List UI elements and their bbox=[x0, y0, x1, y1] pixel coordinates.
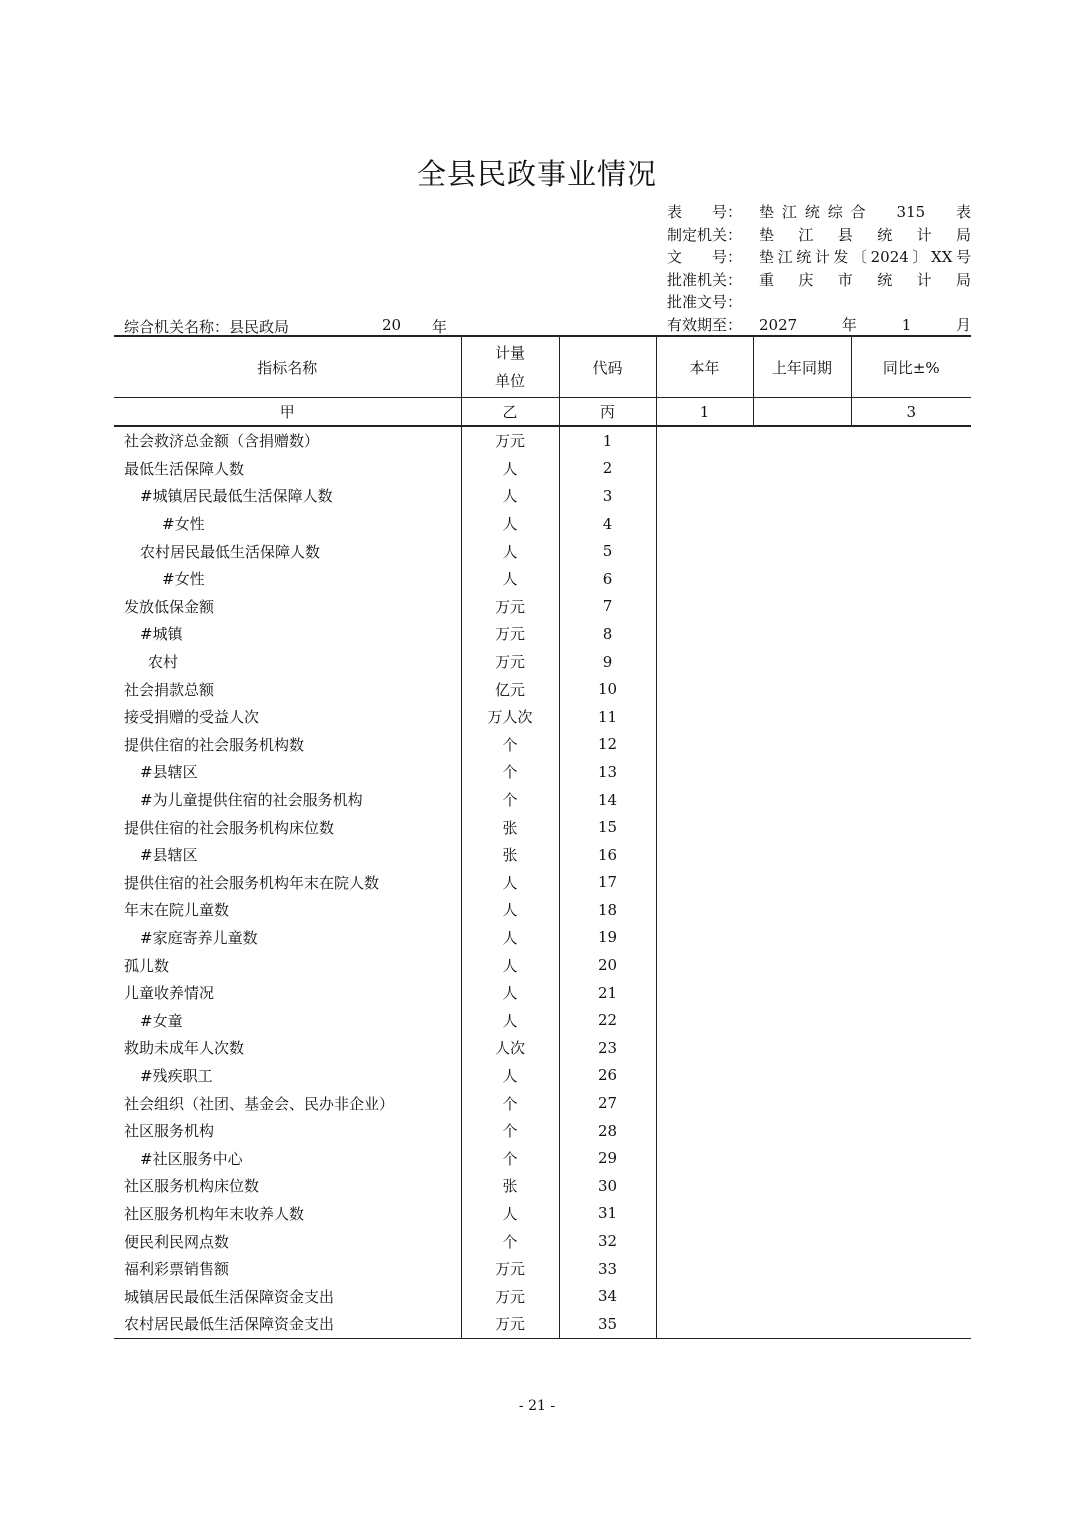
row-unit: 万元 bbox=[461, 1310, 559, 1338]
row-unit: 万元 bbox=[461, 593, 559, 621]
table-row bbox=[114, 786, 971, 814]
table-row bbox=[114, 896, 971, 924]
row-name: 提供住宿的社会服务机构数 bbox=[124, 735, 305, 754]
row-yoy-cell bbox=[851, 786, 971, 814]
row-unit: 人 bbox=[461, 537, 559, 565]
row-name: 孤儿数 bbox=[124, 956, 170, 975]
row-this-year-cell bbox=[656, 1227, 753, 1255]
row-code: 16 bbox=[559, 841, 656, 869]
row-code: 12 bbox=[559, 731, 656, 759]
row-yoy-cell bbox=[851, 813, 971, 841]
row-name: 儿童收养情况 bbox=[124, 984, 215, 1003]
row-last-year-cell bbox=[753, 1034, 851, 1062]
row-unit: 人 bbox=[461, 1200, 559, 1228]
row-this-year-cell bbox=[656, 703, 753, 731]
row-code: 31 bbox=[559, 1200, 656, 1228]
row-yoy-cell bbox=[851, 648, 971, 676]
row-yoy-cell bbox=[851, 1255, 971, 1283]
row-last-year-cell bbox=[753, 896, 851, 924]
row-code: 35 bbox=[559, 1310, 656, 1338]
row-yoy-cell bbox=[851, 731, 971, 759]
subheader-this-year: 1 bbox=[656, 398, 753, 427]
table-row bbox=[114, 1310, 971, 1338]
row-last-year-cell bbox=[753, 841, 851, 869]
row-last-year-cell bbox=[753, 675, 851, 703]
row-code: 10 bbox=[559, 675, 656, 703]
row-last-year-cell bbox=[753, 455, 851, 483]
row-this-year-cell bbox=[656, 1117, 753, 1145]
table-row bbox=[114, 951, 971, 979]
row-this-year-cell bbox=[656, 896, 753, 924]
meta-label: 批准机关： bbox=[667, 270, 743, 289]
table-row bbox=[114, 1227, 971, 1255]
row-last-year-cell bbox=[753, 565, 851, 593]
table-row bbox=[114, 841, 971, 869]
row-unit: 个 bbox=[461, 1117, 559, 1145]
row-name: 便民利民网点数 bbox=[124, 1232, 230, 1251]
table-row bbox=[114, 620, 971, 648]
row-unit: 个 bbox=[461, 731, 559, 759]
row-name: #残疾职工 bbox=[140, 1066, 213, 1085]
row-last-year-cell bbox=[753, 1089, 851, 1117]
row-this-year-cell bbox=[656, 510, 753, 538]
header-last-year: 上年同期 bbox=[753, 336, 851, 398]
row-yoy-cell bbox=[851, 426, 971, 455]
row-yoy-cell bbox=[851, 1034, 971, 1062]
row-unit: 人 bbox=[461, 979, 559, 1007]
row-code: 11 bbox=[559, 703, 656, 731]
row-code: 17 bbox=[559, 869, 656, 897]
row-yoy-cell bbox=[851, 1089, 971, 1117]
subheader-name: 甲 bbox=[114, 398, 461, 427]
meta-row-issuer bbox=[667, 224, 971, 247]
row-this-year-cell bbox=[656, 1006, 753, 1034]
row-yoy-cell bbox=[851, 620, 971, 648]
table-row bbox=[114, 426, 971, 455]
row-yoy-cell bbox=[851, 924, 971, 952]
row-name: #女童 bbox=[140, 1011, 183, 1030]
meta-value: 垫江县统计局 bbox=[759, 225, 971, 244]
row-name: 社会救济总金额（含捐赠数） bbox=[124, 432, 320, 451]
row-this-year-cell bbox=[656, 1144, 753, 1172]
row-this-year-cell bbox=[656, 537, 753, 565]
row-code: 30 bbox=[559, 1172, 656, 1200]
row-last-year-cell bbox=[753, 1144, 851, 1172]
row-unit: 个 bbox=[461, 1089, 559, 1117]
row-unit: 人 bbox=[461, 510, 559, 538]
header-unit-line1: 计量 bbox=[494, 344, 525, 362]
row-name: 发放低保金额 bbox=[124, 597, 215, 616]
table-row bbox=[114, 1034, 971, 1062]
header-this-year: 本年 bbox=[656, 336, 753, 398]
row-unit: 个 bbox=[461, 1227, 559, 1255]
row-unit: 个 bbox=[461, 1144, 559, 1172]
row-code: 26 bbox=[559, 1062, 656, 1090]
row-yoy-cell bbox=[851, 675, 971, 703]
table-row bbox=[114, 482, 971, 510]
row-code: 6 bbox=[559, 565, 656, 593]
row-name: 农村居民最低生活保障资金支出 bbox=[114, 1310, 461, 1338]
row-yoy-cell bbox=[851, 1062, 971, 1090]
row-yoy-cell bbox=[851, 979, 971, 1007]
row-yoy-cell bbox=[851, 510, 971, 538]
table-row bbox=[114, 1006, 971, 1034]
row-yoy-cell bbox=[851, 537, 971, 565]
row-unit: 张 bbox=[461, 841, 559, 869]
header-unit bbox=[461, 336, 559, 398]
table-row bbox=[114, 510, 971, 538]
row-name: 社区服务机构 bbox=[124, 1122, 215, 1141]
row-last-year-cell bbox=[753, 786, 851, 814]
row-code: 21 bbox=[559, 979, 656, 1007]
table-row bbox=[114, 1200, 971, 1228]
row-this-year-cell bbox=[656, 1200, 753, 1228]
row-yoy-cell bbox=[851, 1117, 971, 1145]
row-last-year-cell bbox=[753, 758, 851, 786]
row-code: 2 bbox=[559, 455, 656, 483]
row-last-year-cell bbox=[753, 510, 851, 538]
row-unit: 张 bbox=[461, 1172, 559, 1200]
table-body bbox=[114, 426, 971, 1338]
row-this-year-cell bbox=[656, 813, 753, 841]
row-this-year-cell bbox=[656, 1062, 753, 1090]
row-name: 农村 bbox=[148, 653, 179, 672]
row-this-year-cell bbox=[656, 1255, 753, 1283]
meta-label: 批准文号： bbox=[667, 293, 743, 312]
row-unit: 人 bbox=[461, 924, 559, 952]
row-unit: 万元 bbox=[461, 1255, 559, 1283]
row-yoy-cell bbox=[851, 1172, 971, 1200]
row-name: 社区服务机构年末收养人数 bbox=[124, 1204, 305, 1223]
meta-value: 垫江统计发〔2024〕XX号 bbox=[759, 248, 971, 267]
row-this-year-cell bbox=[656, 565, 753, 593]
form-metadata bbox=[667, 201, 971, 337]
row-yoy-cell bbox=[851, 951, 971, 979]
row-name: 社区服务机构床位数 bbox=[124, 1177, 260, 1196]
table-row bbox=[114, 1062, 971, 1090]
row-code: 19 bbox=[559, 924, 656, 952]
statistics-table bbox=[114, 335, 971, 1339]
row-unit: 人次 bbox=[461, 1034, 559, 1062]
row-name: #女性 bbox=[162, 570, 205, 589]
table-row bbox=[114, 1117, 971, 1145]
row-yoy-cell bbox=[851, 1144, 971, 1172]
row-name: 年末在院儿童数 bbox=[124, 901, 230, 920]
row-code: 9 bbox=[559, 648, 656, 676]
row-yoy-cell bbox=[851, 455, 971, 483]
row-unit: 个 bbox=[461, 786, 559, 814]
row-code: 23 bbox=[559, 1034, 656, 1062]
row-code: 18 bbox=[559, 896, 656, 924]
header-indicator-name: 指标名称 bbox=[114, 336, 461, 398]
row-last-year-cell bbox=[753, 593, 851, 621]
organization-line bbox=[124, 316, 448, 337]
row-unit: 人 bbox=[461, 896, 559, 924]
meta-value: 2027年1月 bbox=[759, 315, 971, 334]
row-code: 15 bbox=[559, 813, 656, 841]
row-code: 27 bbox=[559, 1089, 656, 1117]
subheader-unit: 乙 bbox=[461, 398, 559, 427]
row-this-year-cell bbox=[656, 731, 753, 759]
row-this-year-cell bbox=[656, 648, 753, 676]
row-this-year-cell bbox=[656, 593, 753, 621]
row-yoy-cell bbox=[851, 1227, 971, 1255]
table-row bbox=[114, 537, 971, 565]
row-yoy-cell bbox=[851, 869, 971, 897]
row-this-year-cell bbox=[656, 841, 753, 869]
row-unit: 人 bbox=[461, 951, 559, 979]
row-code: 33 bbox=[559, 1255, 656, 1283]
row-unit: 万元 bbox=[461, 620, 559, 648]
table-row bbox=[114, 703, 971, 731]
row-yoy-cell bbox=[851, 758, 971, 786]
row-name: 社会捐款总额 bbox=[124, 680, 215, 699]
row-last-year-cell bbox=[753, 1310, 851, 1338]
row-name: 提供住宿的社会服务机构床位数 bbox=[124, 818, 335, 837]
row-last-year-cell bbox=[753, 1006, 851, 1034]
row-this-year-cell bbox=[656, 1034, 753, 1062]
row-yoy-cell bbox=[851, 896, 971, 924]
table-row bbox=[114, 1255, 971, 1283]
table-row bbox=[114, 455, 971, 483]
row-name: #女性 bbox=[162, 515, 205, 534]
meta-label: 文 号： bbox=[667, 248, 743, 267]
row-last-year-cell bbox=[753, 1200, 851, 1228]
row-unit: 万元 bbox=[461, 1282, 559, 1310]
row-unit: 个 bbox=[461, 758, 559, 786]
row-name: 接受捐赠的受益人次 bbox=[124, 708, 260, 727]
row-unit: 万元 bbox=[461, 648, 559, 676]
row-last-year-cell bbox=[753, 869, 851, 897]
row-yoy-cell bbox=[851, 841, 971, 869]
row-name: 社会组织（社团、基金会、民办非企业） bbox=[124, 1094, 395, 1113]
meta-label: 表 号： bbox=[667, 203, 743, 221]
meta-row-valid-until bbox=[667, 314, 971, 337]
meta-label: 制定机关： bbox=[667, 225, 743, 244]
table-row bbox=[114, 979, 971, 1007]
row-last-year-cell bbox=[753, 979, 851, 1007]
row-this-year-cell bbox=[656, 1310, 753, 1338]
meta-value: 垫江统综合 315 表 bbox=[759, 203, 971, 221]
row-code: 13 bbox=[559, 758, 656, 786]
row-name: #城镇居民最低生活保障人数 bbox=[140, 487, 333, 506]
row-name: #社区服务中心 bbox=[140, 1149, 243, 1168]
row-code: 34 bbox=[559, 1282, 656, 1310]
row-name: 福利彩票销售额 bbox=[124, 1260, 230, 1279]
row-this-year-cell bbox=[656, 924, 753, 952]
row-this-year-cell bbox=[656, 786, 753, 814]
report-year-suffix: 年 bbox=[432, 318, 448, 336]
row-unit: 人 bbox=[461, 1062, 559, 1090]
row-last-year-cell bbox=[753, 924, 851, 952]
subheader-code: 丙 bbox=[559, 398, 656, 427]
table-row bbox=[114, 758, 971, 786]
row-code: 7 bbox=[559, 593, 656, 621]
row-yoy-cell bbox=[851, 593, 971, 621]
row-code: 14 bbox=[559, 786, 656, 814]
table-row bbox=[114, 813, 971, 841]
row-yoy-cell bbox=[851, 482, 971, 510]
row-name: #家庭寄养儿童数 bbox=[140, 928, 258, 947]
page-number: - 21 - bbox=[518, 1398, 556, 1414]
row-name: #县辖区 bbox=[140, 763, 198, 782]
meta-value bbox=[759, 291, 971, 314]
table-row bbox=[114, 869, 971, 897]
header-yoy: 同比±% bbox=[851, 336, 971, 398]
organization-name: 综合机关名称：县民政局 bbox=[124, 318, 290, 336]
table-row bbox=[114, 648, 971, 676]
row-last-year-cell bbox=[753, 1282, 851, 1310]
row-last-year-cell bbox=[753, 1062, 851, 1090]
row-last-year-cell bbox=[753, 1117, 851, 1145]
row-this-year-cell bbox=[656, 455, 753, 483]
row-code: 29 bbox=[559, 1144, 656, 1172]
row-code: 1 bbox=[559, 426, 656, 455]
row-last-year-cell bbox=[753, 482, 851, 510]
row-last-year-cell bbox=[753, 1255, 851, 1283]
row-name: #县辖区 bbox=[140, 846, 198, 865]
row-yoy-cell bbox=[851, 703, 971, 731]
row-this-year-cell bbox=[656, 426, 753, 455]
row-code: 4 bbox=[559, 510, 656, 538]
row-last-year-cell bbox=[753, 620, 851, 648]
row-code: 28 bbox=[559, 1117, 656, 1145]
row-yoy-cell bbox=[851, 1200, 971, 1228]
meta-value: 重庆市统计局 bbox=[759, 270, 971, 289]
page-title: 全县民政事业情况 bbox=[416, 157, 657, 191]
table-row bbox=[114, 1089, 971, 1117]
row-this-year-cell bbox=[656, 482, 753, 510]
row-unit: 人 bbox=[461, 565, 559, 593]
table-row bbox=[114, 731, 971, 759]
row-code: 5 bbox=[559, 537, 656, 565]
row-name: 救助未成年人次数 bbox=[124, 1039, 245, 1058]
row-this-year-cell bbox=[656, 979, 753, 1007]
row-unit: 万元 bbox=[461, 426, 559, 455]
row-last-year-cell bbox=[753, 731, 851, 759]
table-row bbox=[114, 1282, 971, 1310]
row-name: #城镇 bbox=[140, 625, 183, 644]
table-row bbox=[114, 565, 971, 593]
table-row bbox=[114, 675, 971, 703]
row-this-year-cell bbox=[656, 620, 753, 648]
row-yoy-cell bbox=[851, 1310, 971, 1338]
row-code: 32 bbox=[559, 1227, 656, 1255]
row-last-year-cell bbox=[753, 813, 851, 841]
row-this-year-cell bbox=[656, 675, 753, 703]
row-unit: 亿元 bbox=[461, 675, 559, 703]
row-name: 最低生活保障人数 bbox=[124, 459, 245, 478]
row-last-year-cell bbox=[753, 426, 851, 455]
table-row bbox=[114, 1172, 971, 1200]
row-last-year-cell bbox=[753, 648, 851, 676]
subheader-yoy: 3 bbox=[851, 398, 971, 427]
row-unit: 人 bbox=[461, 455, 559, 483]
row-code: 22 bbox=[559, 1006, 656, 1034]
meta-row-form-number bbox=[667, 201, 971, 224]
row-code: 8 bbox=[559, 620, 656, 648]
meta-row-doc-number bbox=[667, 246, 971, 269]
header-unit-line2: 单位 bbox=[494, 372, 525, 390]
row-this-year-cell bbox=[656, 951, 753, 979]
row-name: 农村居民最低生活保障人数 bbox=[140, 542, 321, 561]
table-row bbox=[114, 1144, 971, 1172]
meta-label: 有效期至： bbox=[667, 315, 743, 334]
row-last-year-cell bbox=[753, 537, 851, 565]
subheader-last-year bbox=[753, 398, 851, 427]
row-name: 城镇居民最低生活保障资金支出 bbox=[124, 1287, 335, 1306]
row-this-year-cell bbox=[656, 758, 753, 786]
row-unit: 人 bbox=[461, 869, 559, 897]
header-code: 代码 bbox=[559, 336, 656, 398]
row-this-year-cell bbox=[656, 869, 753, 897]
row-last-year-cell bbox=[753, 1227, 851, 1255]
row-last-year-cell bbox=[753, 951, 851, 979]
row-code: 20 bbox=[559, 951, 656, 979]
row-unit: 人 bbox=[461, 1006, 559, 1034]
row-yoy-cell bbox=[851, 1282, 971, 1310]
row-code: 3 bbox=[559, 482, 656, 510]
meta-row-approval-number bbox=[667, 291, 971, 314]
row-unit: 张 bbox=[461, 813, 559, 841]
row-last-year-cell bbox=[753, 1172, 851, 1200]
row-unit: 人 bbox=[461, 482, 559, 510]
row-this-year-cell bbox=[656, 1172, 753, 1200]
row-yoy-cell bbox=[851, 1006, 971, 1034]
row-name: 提供住宿的社会服务机构年末在院人数 bbox=[124, 873, 380, 892]
row-unit: 万人次 bbox=[461, 703, 559, 731]
row-last-year-cell bbox=[753, 703, 851, 731]
row-this-year-cell bbox=[656, 1282, 753, 1310]
row-yoy-cell bbox=[851, 565, 971, 593]
table-row bbox=[114, 924, 971, 952]
table-row bbox=[114, 593, 971, 621]
report-year-prefix: 20 bbox=[382, 316, 402, 334]
row-this-year-cell bbox=[656, 1089, 753, 1117]
meta-row-approver bbox=[667, 269, 971, 292]
row-name: #为儿童提供住宿的社会服务机构 bbox=[140, 791, 363, 810]
